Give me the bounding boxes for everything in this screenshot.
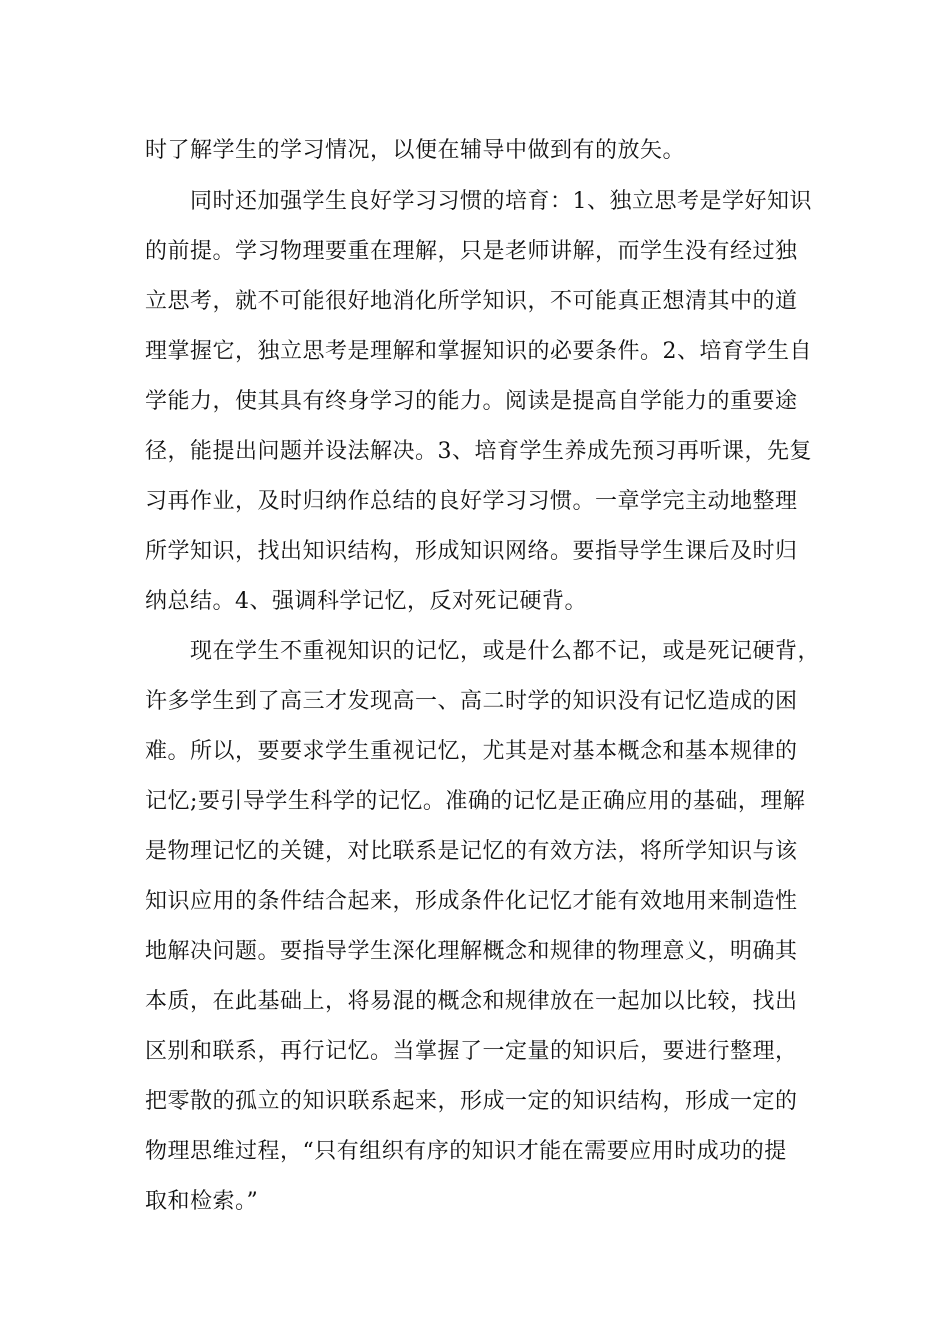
text-line: 物理思维过程，“只有组织有序的知识才能在需要应用时成功的提 [145, 1139, 787, 1164]
text-line: 地解决问题。要指导学生深化理解概念和规律的物理意义，明确其 [145, 939, 798, 964]
text-line: 记忆;要引导学生科学的记忆。准确的记忆是正确应用的基础，理解 [145, 789, 806, 814]
paragraph-first-line: 现在学生不重视知识的记忆，或是什么都不记，或是死记硬背， [190, 639, 821, 664]
paragraph-first-line: 同时还加强学生良好学习习惯的培育：1、独立思考是学好知识 [190, 189, 812, 214]
text-line: 把零散的孤立的知识联系起来，形成一定的知识结构，形成一定的 [145, 1089, 798, 1114]
text-line: 难。所以，要要求学生重视记忆，尤其是对基本概念和基本规律的 [145, 739, 798, 764]
text-line: 理掌握它，独立思考是理解和掌握知识的必要条件。2、培育学生自 [145, 339, 812, 364]
text-line: 习再作业，及时归纳作总结的良好学习习惯。一章学完主动地整理 [145, 489, 798, 514]
text-line: 是物理记忆的关键，对比联系是记忆的有效方法，将所学知识与该 [145, 839, 798, 864]
text-line: 知识应用的条件结合起来，形成条件化记忆才能有效地用来制造性 [145, 889, 798, 914]
text-line: 径，能提出问题并设法解决。3、培育学生养成先预习再听课，先复 [145, 439, 812, 464]
text-line: 立思考，就不可能很好地消化所学知识，不可能真正想清其中的道 [145, 289, 798, 314]
text-line: 许多学生到了高三才发现高一、高二时学的知识没有记忆造成的困 [145, 689, 798, 714]
text-line: 取和检索。” [145, 1189, 259, 1214]
text-line: 本质，在此基础上，将易混的概念和规律放在一起加以比较，找出 [145, 989, 798, 1014]
text-line: 所学知识，找出知识结构，形成知识网络。要指导学生课后及时归 [145, 539, 798, 564]
text-line: 时了解学生的学习情况，以便在辅导中做到有的放矢。 [145, 138, 686, 163]
text-line: 纳总结。4、强调科学记忆，反对死记硬背。 [145, 589, 587, 614]
text-line: 区别和联系，再行记忆。当掌握了一定量的知识后，要进行整理， [145, 1039, 798, 1064]
text-line: 的前提。学习物理要重在理解，只是老师讲解，而学生没有经过独 [145, 239, 798, 264]
text-line: 学能力，使其具有终身学习的能力。阅读是提高自学能力的重要途 [145, 389, 798, 414]
